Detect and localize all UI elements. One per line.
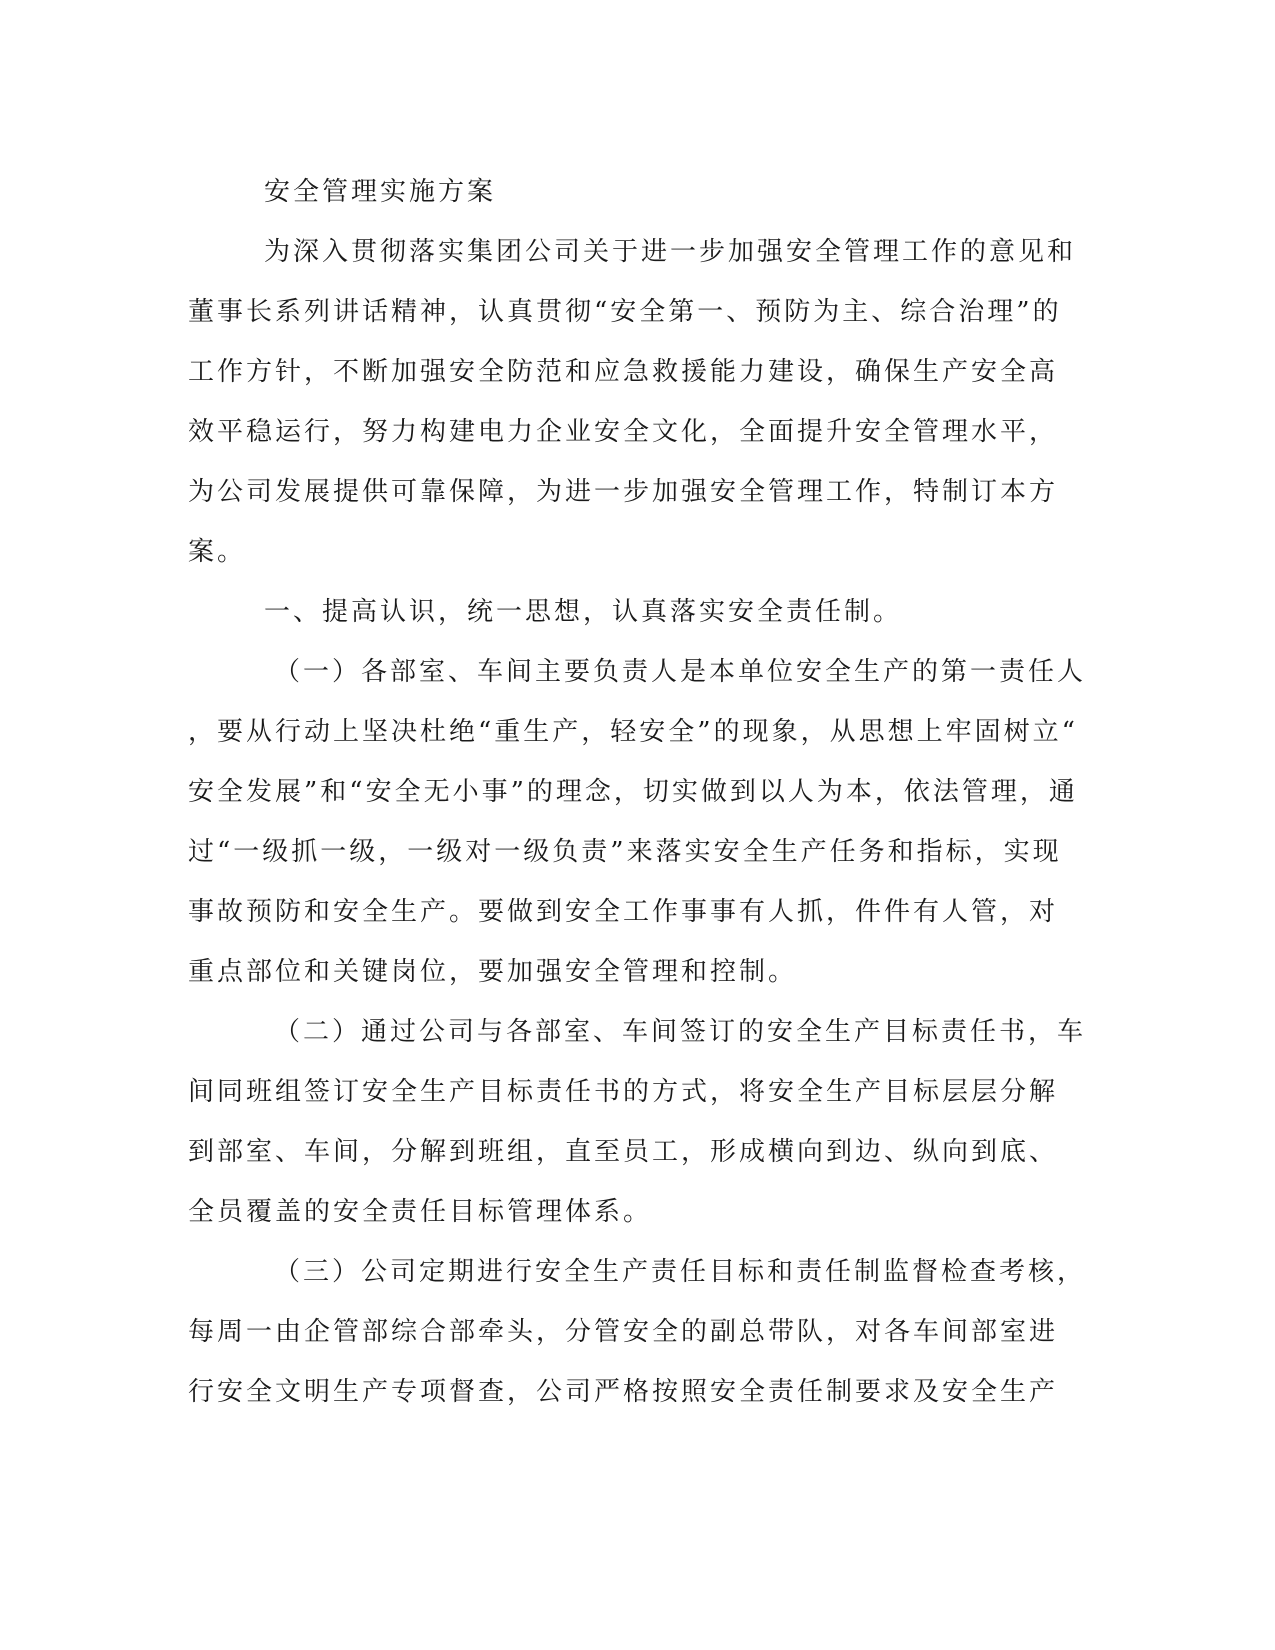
paragraph-line: 事故预防和安全生产。要做到安全工作事事有人抓，件件有人管，对 <box>188 897 1059 927</box>
paragraph-line: 工作方针，不断加强安全防范和应急救援能力建设，确保生产安全高 <box>188 357 1059 387</box>
intro-paragraph <box>188 222 1078 582</box>
item-paragraph-1 <box>188 642 1087 1002</box>
section-heading-1: 一、提高认识，统一思想，认真落实安全责任制。 <box>264 597 903 627</box>
paragraph-line: 效平稳运行，努力构建电力企业安全文化，全面提升安全管理水平， <box>188 417 1059 447</box>
item-paragraph-2 <box>188 1002 1087 1242</box>
paragraph-line: 每周一由企管部综合部牵头，分管安全的副总带队，对各车间部室进 <box>188 1317 1059 1347</box>
paragraph-line: 为深入贯彻落实集团公司关于进一步加强安全管理工作的意见和 <box>264 237 1077 267</box>
paragraph-line: （一）各部室、车间主要负责人是本单位安全生产的第一责任人 <box>274 657 1087 687</box>
paragraph-line: 全员覆盖的安全责任目标管理体系。 <box>188 1197 653 1227</box>
item-paragraph-3 <box>188 1242 1087 1422</box>
paragraph-line: （三）公司定期进行安全生产责任目标和责任制监督检查考核， <box>274 1257 1087 1287</box>
paragraph-line: 重点部位和关键岗位，要加强安全管理和控制。 <box>188 957 798 987</box>
paragraph-line: 到部室、车间，分解到班组，直至员工，形成横向到边、纵向到底、 <box>188 1137 1059 1167</box>
paragraph-line: 案。 <box>188 537 247 567</box>
paragraph-line: ，要从行动上坚决杜绝“重生产，轻安全”的现象，从思想上牢固树立“ <box>188 717 1078 747</box>
paragraph-line: 安全发展”和“安全无小事”的理念，切实做到以人为本，依法管理，通 <box>188 777 1078 807</box>
paragraph-line: 为公司发展提供可靠保障，为进一步加强安全管理工作，特制订本方 <box>188 477 1059 507</box>
paragraph-line: （二）通过公司与各部室、车间签订的安全生产目标责任书，车 <box>274 1017 1087 1047</box>
document-body <box>188 162 1087 1422</box>
paragraph-line: 间同班组签订安全生产目标责任书的方式，将安全生产目标层层分解 <box>188 1077 1059 1107</box>
document-title: 安全管理实施方案 <box>264 177 497 207</box>
paragraph-line: 行安全文明生产专项督查，公司严格按照安全责任制要求及安全生产 <box>188 1377 1059 1407</box>
paragraph-line: 过“一级抓一级，一级对一级负责”来落实安全生产任务和指标，实现 <box>188 837 1062 867</box>
paragraph-line: 董事长系列讲话精神，认真贯彻“安全第一、预防为主、综合治理”的 <box>188 297 1062 327</box>
